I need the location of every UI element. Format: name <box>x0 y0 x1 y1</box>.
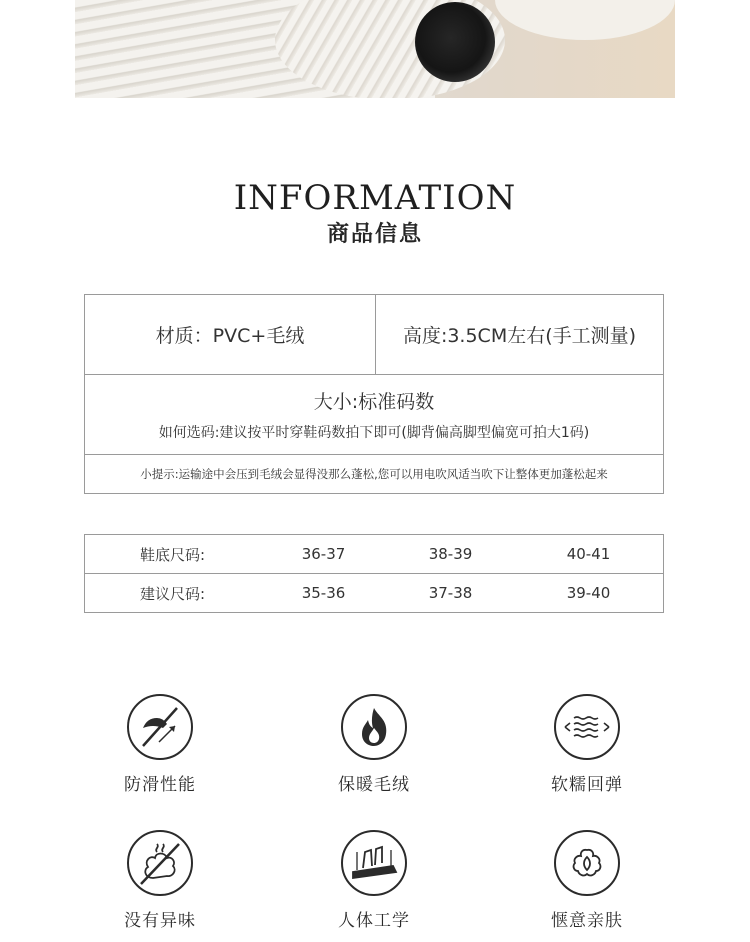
size-value: 39-40 <box>514 574 664 613</box>
row-label: 鞋底尺码: <box>85 535 261 574</box>
feature-label: 防滑性能 <box>124 775 196 795</box>
size-title: 大小:标准码数 <box>313 391 435 413</box>
cotton-icon <box>554 830 620 896</box>
table-row <box>85 535 664 574</box>
feature-no-odor <box>80 830 240 931</box>
size-value: 40-41 <box>514 535 664 574</box>
note-cell: 小提示:运输途中会压到毛绒会显得没那么蓬松,您可以用电吹风适当吹下让整体更加蓬松起来 <box>85 455 664 494</box>
row-label: 建议尺码: <box>85 574 261 613</box>
table-row <box>85 574 664 613</box>
material-cell: 材质：PVC+毛绒 <box>85 295 376 375</box>
section-title-en: INFORMATION <box>233 178 517 218</box>
feature-label: 惬意亲肤 <box>551 911 623 931</box>
height-cell: 高度:3.5CM左右(手工测量) <box>376 295 664 375</box>
ergonomic-icon <box>341 830 407 896</box>
section-title-cn: 商品信息 <box>326 222 423 247</box>
feature-label: 软糯回弹 <box>551 775 623 795</box>
size-value: 38-39 <box>387 535 514 574</box>
size-value: 36-37 <box>260 535 387 574</box>
size-value: 35-36 <box>260 574 387 613</box>
flame-icon <box>341 694 407 760</box>
size-value: 37-38 <box>387 574 514 613</box>
feature-ergonomic <box>294 830 454 931</box>
feature-skin-friendly <box>507 830 667 931</box>
feature-anti-slip <box>80 694 240 795</box>
feature-rebound <box>507 694 667 795</box>
size-table <box>84 534 664 613</box>
size-tip: 如何选码:建议按平时穿鞋码数拍下即可(脚背偏高脚型偏宽可拍大1码) <box>158 425 590 441</box>
feature-warm-plush <box>294 694 454 795</box>
feature-label: 保暖毛绒 <box>338 775 410 795</box>
size-cell <box>85 375 664 455</box>
rebound-icon <box>554 694 620 760</box>
info-table <box>84 294 664 494</box>
feature-label: 人体工学 <box>338 911 410 931</box>
no-odor-icon <box>127 830 193 896</box>
product-photo <box>75 0 675 98</box>
feature-label: 没有异味 <box>124 911 196 931</box>
anti-slip-icon <box>127 694 193 760</box>
